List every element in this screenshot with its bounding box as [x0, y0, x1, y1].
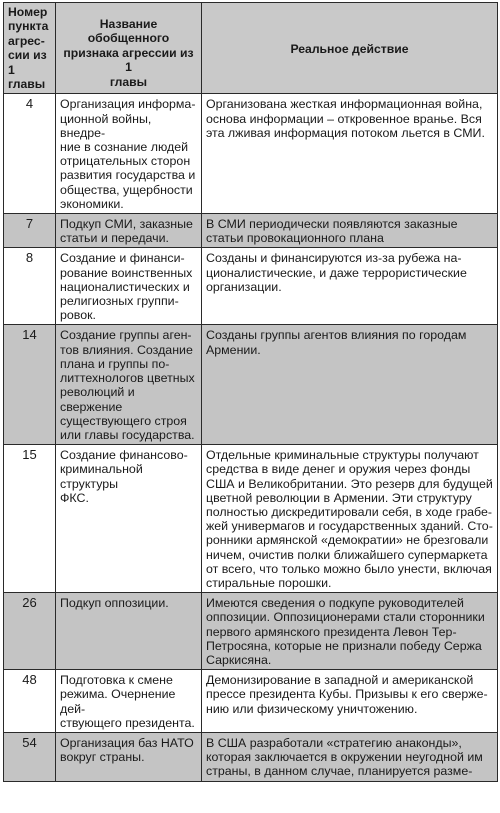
- table-row: [4, 732, 498, 781]
- table-row: [4, 593, 498, 670]
- aggression-table: [3, 2, 498, 782]
- row-number: 8: [4, 248, 56, 325]
- row-number: 54: [4, 732, 56, 781]
- row-real-action: Созданы группы агентов влияния по городам Армении.: [202, 325, 498, 445]
- row-number: 15: [4, 445, 56, 593]
- header-sign-name: Название обобщенного признака агрессии из 1 главы: [56, 3, 202, 94]
- row-number: 14: [4, 325, 56, 445]
- table-row: [4, 248, 498, 325]
- row-sign-name: Подкуп СМИ, заказные статьи и передачи.: [56, 214, 202, 248]
- table-row: [4, 325, 498, 445]
- row-sign-name: Создание финансово- криминальной структуры ФКС.: [56, 445, 202, 593]
- row-number: 4: [4, 94, 56, 214]
- row-number: 48: [4, 670, 56, 733]
- row-number: 26: [4, 593, 56, 670]
- row-sign-name: Подготовка к смене режима. Очернение дей- ствующего президента.: [56, 670, 202, 733]
- row-real-action: Организована жесткая информационная война, основа информации – откровенное вранье. Вся эта лживая информация потоком льется в СМИ.: [202, 94, 498, 214]
- row-sign-name: Создание и финанси- рование воинственных националистических и религиозных группи- ровок.: [56, 248, 202, 325]
- row-real-action: Созданы и финансируются из-за рубежа на- ционалистические, и даже террористические организации.: [202, 248, 498, 325]
- table-row: [4, 214, 498, 248]
- table-row: [4, 670, 498, 733]
- row-sign-name: Организация информа- ционной войны, внедре- ние в сознание людей отрицательных сторон развития государства и общества, ущербности экономики.: [56, 94, 202, 214]
- row-real-action: В США разработали «стратегию анаконды», которая заключается в окружении неугодной им страны, в данном случае, планируется разме-: [202, 732, 498, 781]
- row-real-action: В СМИ периодически появляются заказные статьи провокационного плана: [202, 214, 498, 248]
- table-header-row: [4, 3, 498, 94]
- row-number: 7: [4, 214, 56, 248]
- row-sign-name: Подкуп оппозиции.: [56, 593, 202, 670]
- row-real-action: Отдельные криминальные структуры получают средства в виде денег и оружия через фонды США и Великобритании. Это резерв для будущей цветной революции в Армении. Эти структуру полностью дискредитировали себя, в ходе грабе- жей универмагов и государственных зданий. Сто- ронники армянской «демократии» не брезговали ничем, очистив полки ближайшего супермаркета от всего, что только можно было унести, включая стиральные порошки.: [202, 445, 498, 593]
- row-real-action: Имеются сведения о подкупе руководителей оппозиции. Оппозиционерами стали сторонники первого армянского президента Левон Тер- Петросяна, которые не признали победу Сержа Саркисяна.: [202, 593, 498, 670]
- row-real-action: Демонизирование в западной и американской прессе президента Кубы. Призывы к его сверже- нию или физическому уничтожению.: [202, 670, 498, 733]
- table-row: [4, 445, 498, 593]
- header-real-action: Реальное действие: [202, 3, 498, 94]
- header-item-number: Номер пункта агрес- сии из 1 главы: [4, 3, 56, 94]
- row-sign-name: Организация баз НАТО вокруг страны.: [56, 732, 202, 781]
- row-sign-name: Создание группы аген- тов влияния. Создание плана и группы по- литтехнологов цветных революций и свержение существующего строя или главы государства.: [56, 325, 202, 445]
- table-row: [4, 94, 498, 214]
